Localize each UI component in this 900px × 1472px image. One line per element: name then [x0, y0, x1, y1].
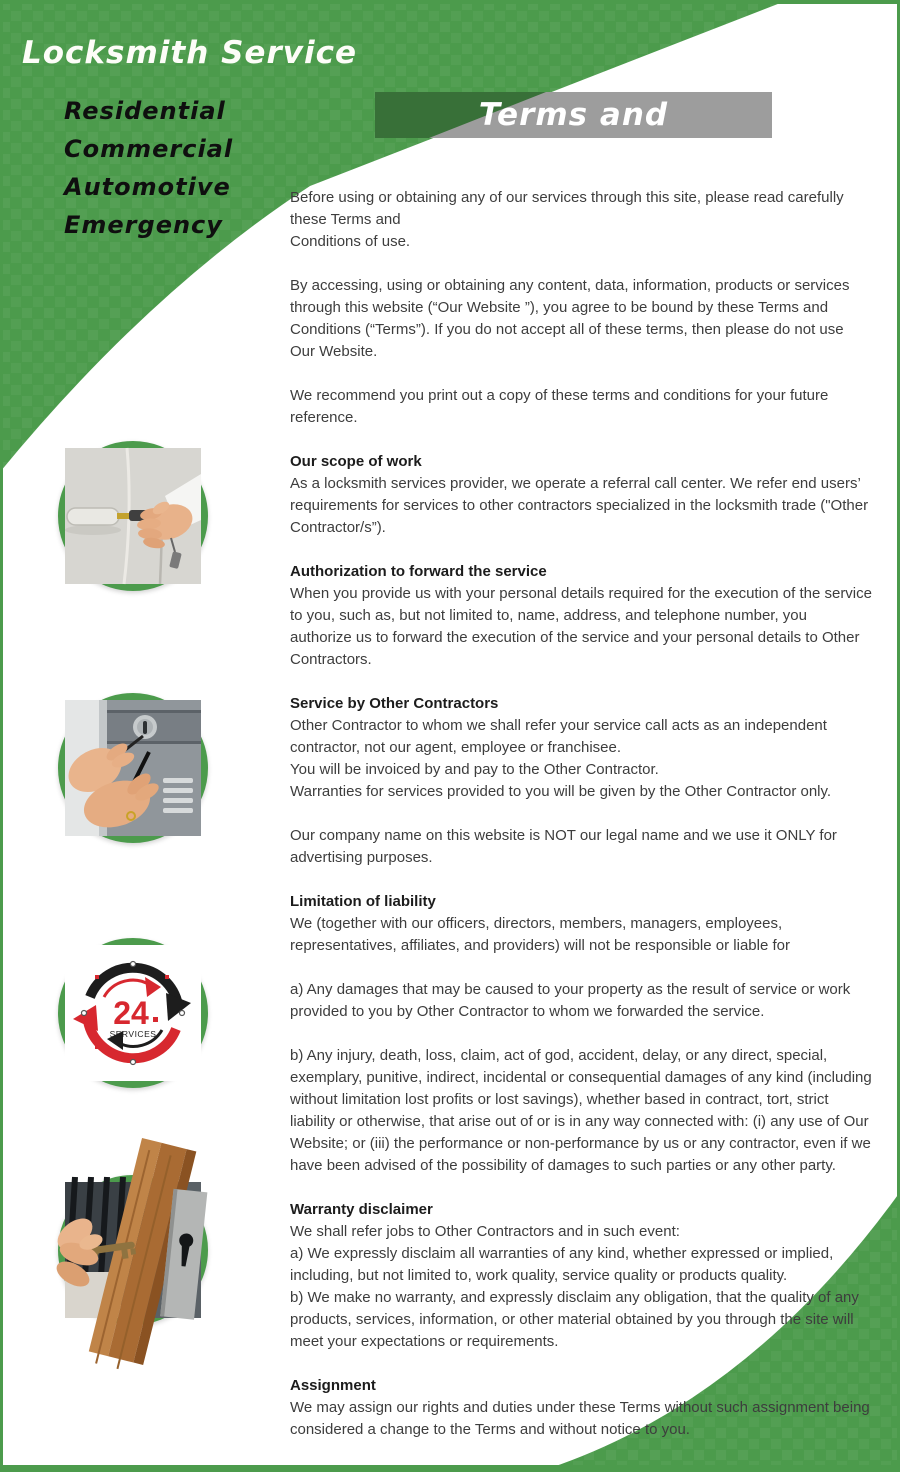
- contractors-paragraph: Other Contractor to whom we shall refer your service call acts as an independent contractor, not our agent, employee or franchisee. You will be invoiced by and pay to the Other Contractor. Warranties for services provided to you will be given by the Other Contractor only.: [290, 717, 832, 800]
- page-title-banner: [375, 92, 772, 179]
- heading-warranty-disclaimer: Warranty disclaimer: [290, 1201, 433, 1218]
- brand-title: Locksmith Service: [22, 35, 357, 71]
- page-border-top: [0, 0, 900, 4]
- badge-24-number: 24: [113, 995, 149, 1031]
- menu-item-residential[interactable]: Residential: [64, 97, 226, 125]
- liability-b-paragraph: b) Any injury, death, loss, claim, act of god, accident, delay, or any direct, special, exemplary, punitive, indirect, incidental or consequential damages of any kind (including without limitation lost profits or lost savings), whether based in contract, tort, strict liability or otherwise, that arise out of or is in any way connected with: (i) any use of Our Website; or (iii) the performance or non-performance by us or any contractor, even if we have been advised of the possibility of damages to such parties or any other party.: [290, 1047, 872, 1174]
- door-key-keyhole-photo: [58, 1175, 208, 1325]
- car-door-key-photo: [58, 441, 208, 591]
- lock-picking-photo: [58, 693, 208, 843]
- menu-item-emergency[interactable]: Emergency: [64, 211, 223, 239]
- warranty-paragraph: We shall refer jobs to Other Contractors and in such event: a) We expressly disclaim all warranties of any kind, whether expressed or implied, including, but not limited to, work quality, service quality or products quality. b) We make no warranty, and expressly disclaim any obligation, that the quality of any products, services, information, or other material obtained by you through the site will meet your expectations or requirements.: [290, 1223, 859, 1350]
- heading-service-by-contractors: Service by Other Contractors: [290, 695, 499, 712]
- print-recommendation-paragraph: We recommend you print out a copy of these terms and conditions for your future reference.: [290, 387, 829, 426]
- intro-paragraph: Before using or obtaining any of our services through this site, please read carefully these Terms and Conditions of use.: [290, 189, 844, 250]
- liability-intro-paragraph: We (together with our officers, directors, members, managers, employees, representatives, affiliates, and providers) will not be responsible or liable for: [290, 915, 790, 954]
- heading-authorization: Authorization to forward the service: [290, 563, 547, 580]
- page-border-left: [0, 0, 3, 1472]
- badge-services-label: SERVICES: [109, 1029, 157, 1039]
- menu-item-commercial[interactable]: Commercial: [64, 135, 234, 163]
- agreement-paragraph: By accessing, using or obtaining any content, data, information, products or services through this website (“Our Website ”), you agree to be bound by these Terms and Conditions (“Terms”). If you do not accept all of these terms, then please do not use Our Website.: [290, 277, 850, 360]
- heading-scope-of-work: Our scope of work: [290, 453, 422, 470]
- authorization-paragraph: When you provide us with your personal details required for the execution of the service to you, such as, but not limited to, name, address, and telephone number, you authorize us to forward the execution of the service and your personal details to Other Contractors.: [290, 585, 872, 668]
- terms-content: [290, 187, 872, 1441]
- assignment-paragraph: We may assign our rights and duties under these Terms without such assignment being considered a change to the Terms and without notice to you.: [290, 1399, 870, 1438]
- heading-assignment: Assignment: [290, 1377, 376, 1394]
- service-menu: [64, 92, 233, 244]
- 24-hour-services-badge: [58, 938, 208, 1088]
- company-name-paragraph: Our company name on this website is NOT our legal name and we use it ONLY for advertising purposes.: [290, 827, 837, 866]
- page-border-bottom: [0, 1465, 900, 1472]
- liability-a-paragraph: a) Any damages that may be caused to your property as the result of service or work provided to you by Other Contractor to whom we forwarded the service.: [290, 981, 851, 1020]
- scope-of-work-paragraph: As a locksmith services provider, we operate a referral call center. We refer end users’ requirements for services to other contractors specialized in the locksmith trade ("Other Contractor/s”).: [290, 475, 869, 536]
- page-title: Terms and Conditions: [475, 97, 672, 179]
- menu-item-automotive[interactable]: Automotive: [64, 173, 231, 201]
- heading-limitation-of-liability: Limitation of liability: [290, 893, 436, 910]
